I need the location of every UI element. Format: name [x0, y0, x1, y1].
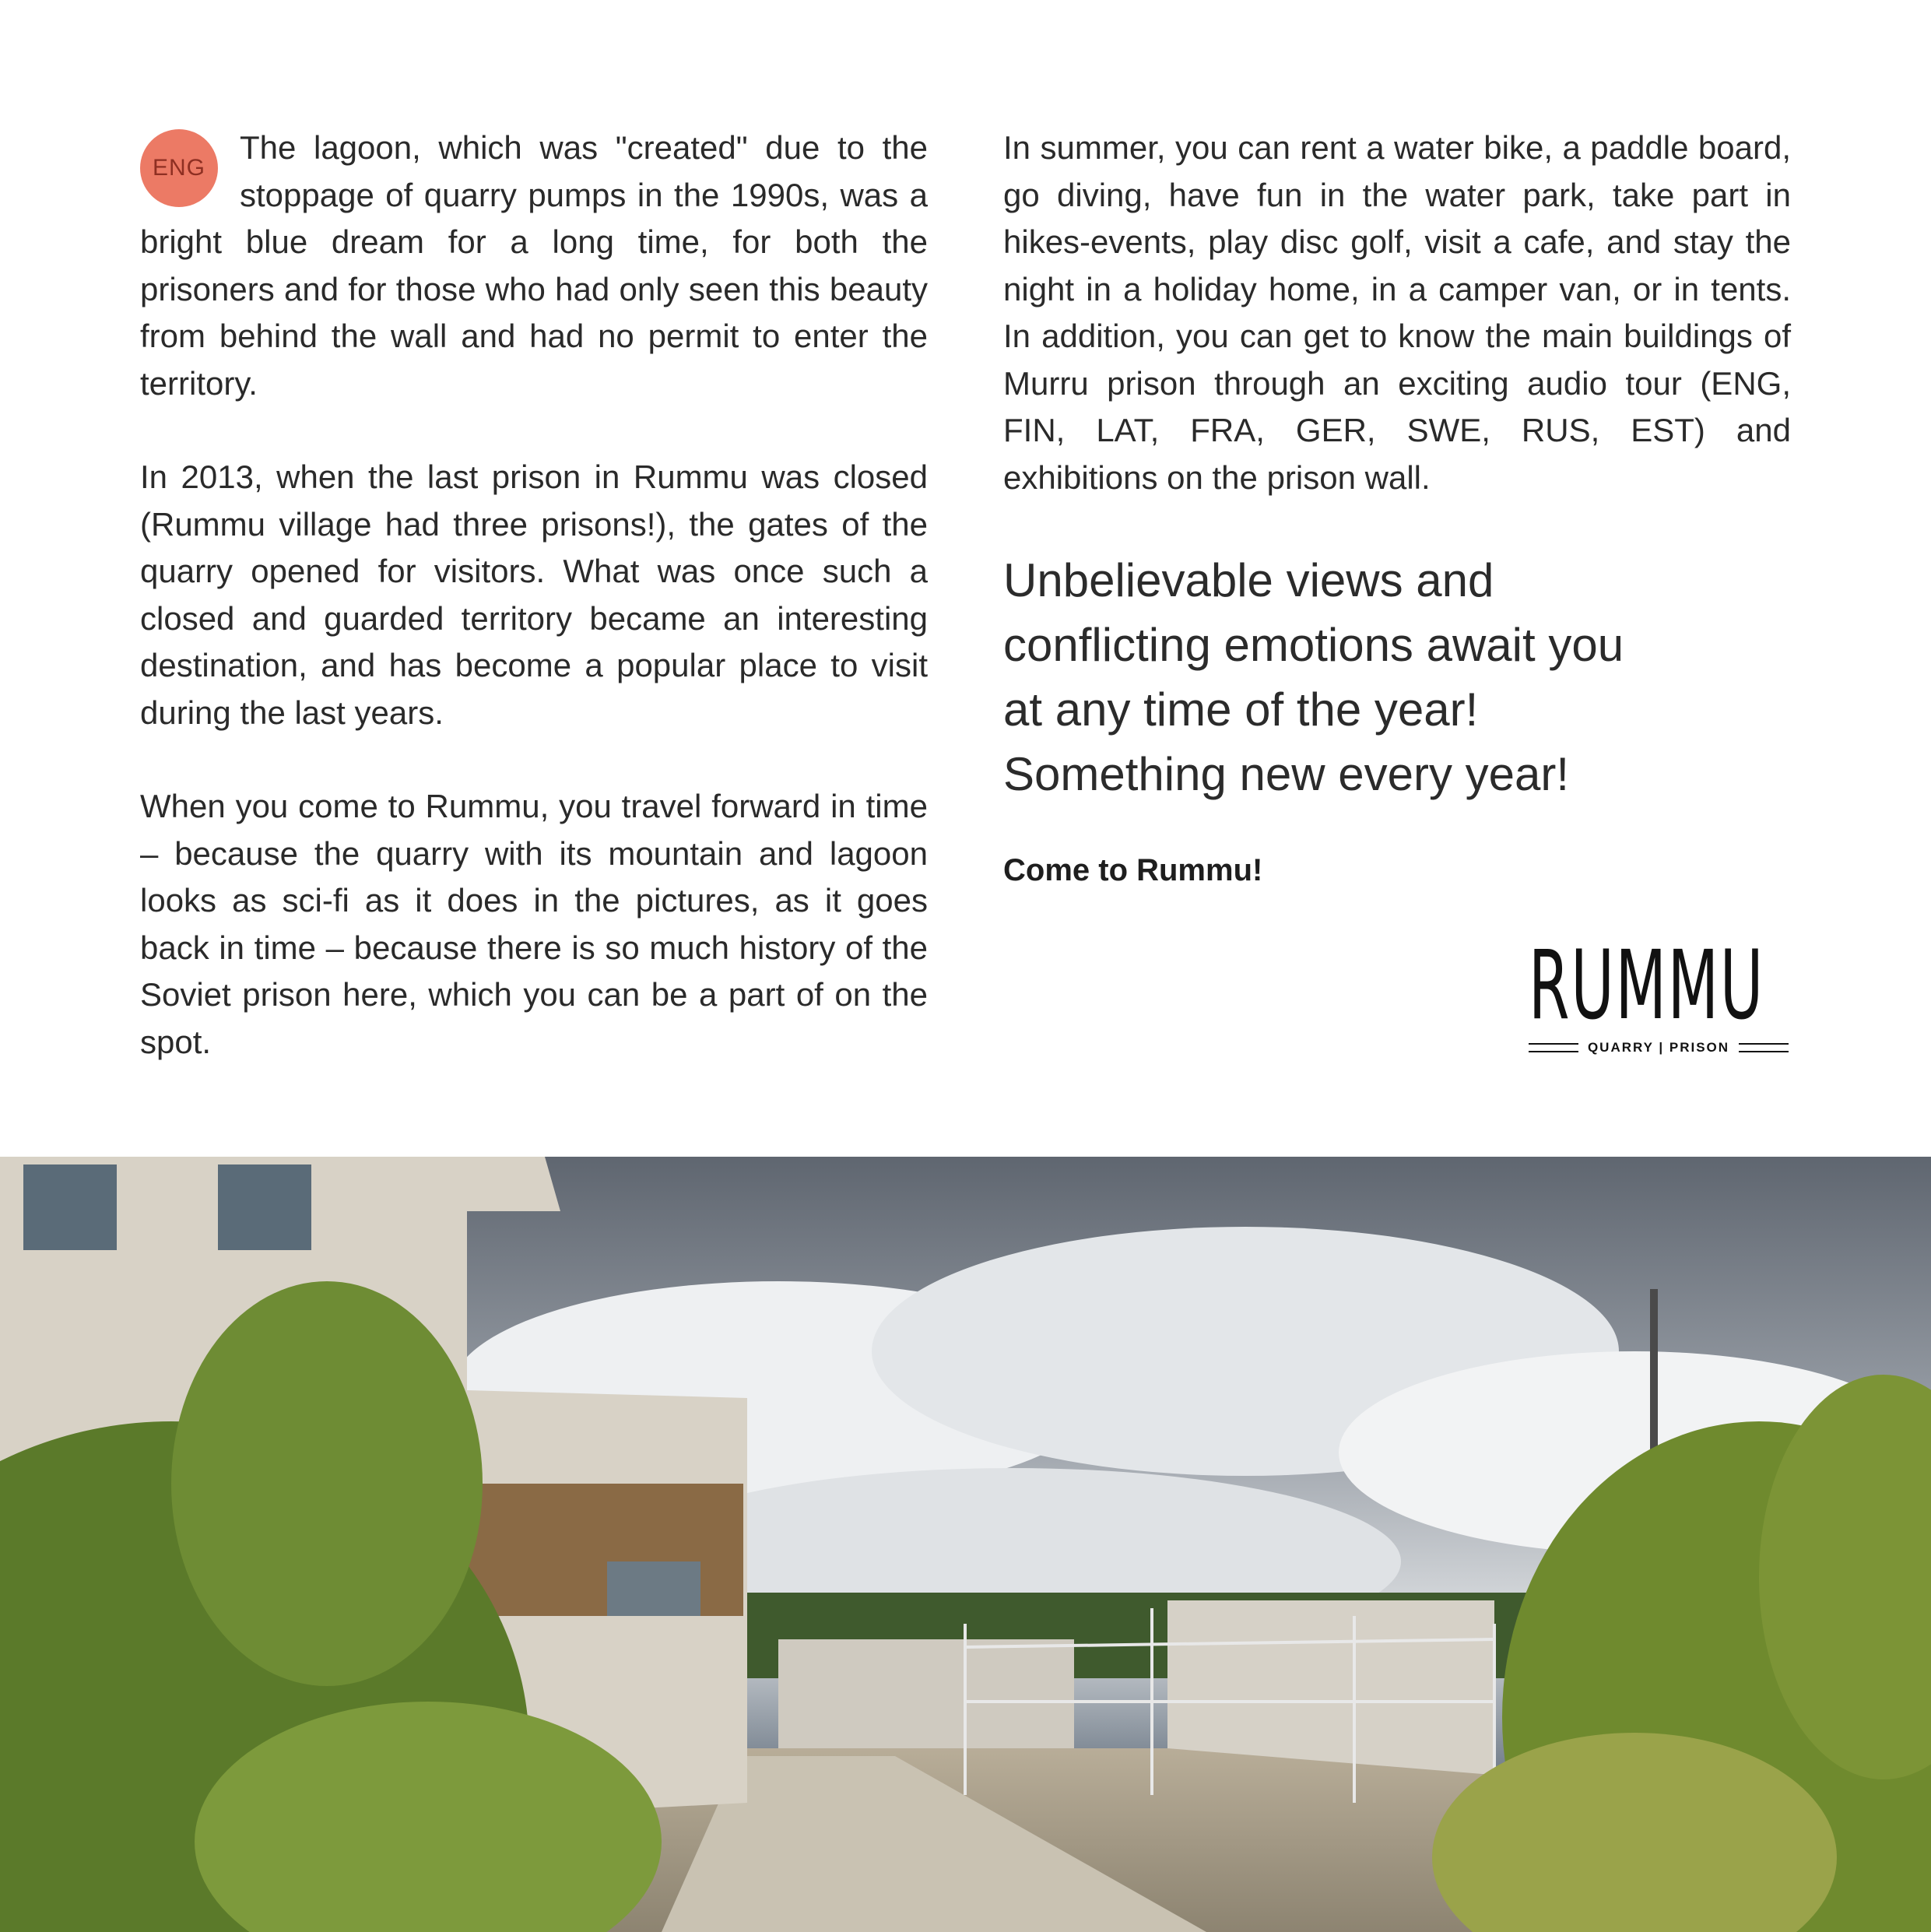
- window: [218, 1164, 311, 1250]
- intro-text: The lagoon, which was "created" due to the stoppage of quarry pumps in the 1990s, was a bright blue dream for a long time, for both the prisoners and for those who had only seen this beauty from behind the wall and had no permit to enter the territory.: [140, 129, 928, 402]
- travel-paragraph: When you come to Rummu, you travel forward in time – because the quarry with its mountain and lagoon looks as sci-fi as it does in the pictures, as it goes back in time – because there is so much history of the Soviet prison here, which you can be a part of on the spot.: [140, 788, 928, 1060]
- window: [23, 1164, 117, 1250]
- headline: [1003, 548, 1791, 806]
- left-column: [140, 125, 928, 1112]
- logo-wordmark: RUMMU: [1529, 930, 1765, 1041]
- headline-line: conflicting emotions await you: [1003, 619, 1624, 671]
- headline-line: Unbelievable views and: [1003, 554, 1494, 606]
- intro-paragraph: [140, 125, 928, 407]
- history-paragraph: In 2013, when the last prison in Rummu was closed (Rummu village had three prisons!), the gates of the quarry opened for visitors. What was once such a closed and guarded territory became an interesting destination, and has become a popular place to visit during the last years.: [140, 458, 928, 731]
- activities-paragraph: In summer, you can rent a water bike, a paddle board, go diving, have fun in the water park, take part in hikes-events, play disc golf, visit a cafe, and stay the night in a holiday home, in a camper van, or in tents. In addition, you can get to know the main buildings of Murru prison through an exciting audio tour (ENG, FIN, LAT, FRA, GER, SWE, RUS, EST) and exhibitions on the prison wall.: [1003, 129, 1791, 496]
- window: [607, 1561, 700, 1616]
- headline-line: Something new every year!: [1003, 748, 1570, 800]
- logo-subtitle-row: [1529, 1039, 1789, 1056]
- call-to-action: Come to Rummu!: [1003, 853, 1263, 887]
- logo-rule-right: [1739, 1043, 1789, 1052]
- prison-photo: [0, 1157, 1931, 1932]
- right-column: [1003, 125, 1791, 888]
- language-badge: ENG: [140, 129, 218, 207]
- logo-subtitle: QUARRY | PRISON: [1587, 1040, 1730, 1055]
- logo-rule-left: [1529, 1043, 1578, 1052]
- vegetation-left: [171, 1281, 483, 1686]
- rummu-logo: [1529, 930, 1789, 1055]
- headline-line: at any time of the year!: [1003, 683, 1479, 736]
